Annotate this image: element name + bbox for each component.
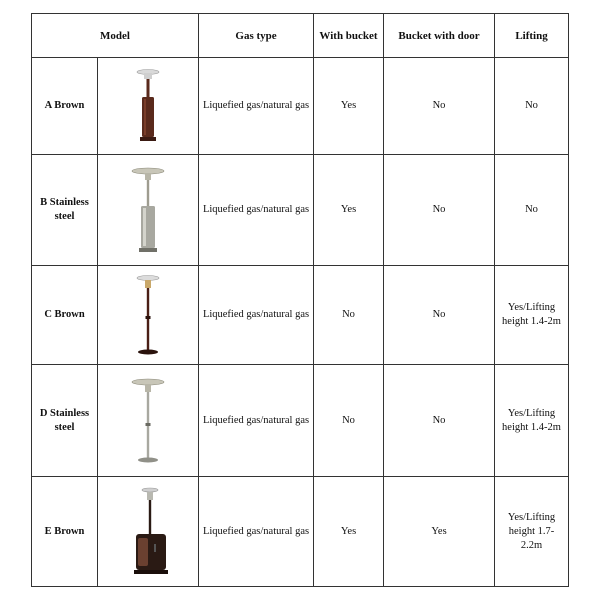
table-row [32, 365, 569, 477]
heater-image-cell [98, 477, 199, 587]
heater-image-cell [98, 365, 199, 477]
bucket-with-door-cell: No [384, 58, 495, 155]
header-with-bucket: With bucket [314, 14, 384, 58]
lifting-cell: Yes/Lifting height 1.4-2m [495, 365, 569, 477]
model-name: A Brown [32, 58, 98, 155]
lifting-cell: Yes/Lifting height 1.7-2.2m [495, 477, 569, 587]
lifting-cell: No [495, 58, 569, 155]
bucket-with-door-cell: No [384, 365, 495, 477]
header-row [32, 14, 569, 58]
heater-image-cell [98, 155, 199, 266]
stainless-bucket-patio-heater-icon [118, 164, 178, 256]
heater-image-cell [98, 266, 199, 365]
header-bucket-with-door: Bucket with door [384, 14, 495, 58]
header-model: Model [32, 14, 199, 58]
with-bucket-cell: Yes [314, 477, 384, 587]
brown-door-bucket-patio-heater-icon [118, 484, 178, 580]
lifting-cell: Yes/Lifting height 1.4-2m [495, 266, 569, 365]
gas-type-cell: Liquefied gas/natural gas [199, 155, 314, 266]
table-row [32, 477, 569, 587]
gas-type-cell: Liquefied gas/natural gas [199, 365, 314, 477]
table-row [32, 155, 569, 266]
model-name: B Stainless steel [32, 155, 98, 266]
with-bucket-cell: Yes [314, 155, 384, 266]
bucket-with-door-cell: Yes [384, 477, 495, 587]
model-name: E Brown [32, 477, 98, 587]
heater-image-cell [98, 58, 199, 155]
brown-pole-patio-heater-icon [118, 272, 178, 358]
with-bucket-cell: No [314, 266, 384, 365]
gas-type-cell: Liquefied gas/natural gas [199, 266, 314, 365]
with-bucket-cell: Yes [314, 58, 384, 155]
brown-bucket-patio-heater-icon [118, 66, 178, 146]
spec-table [31, 13, 569, 587]
table-row [32, 266, 569, 365]
header-gas-type: Gas type [199, 14, 314, 58]
bucket-with-door-cell: No [384, 155, 495, 266]
table-row [32, 58, 569, 155]
gas-type-cell: Liquefied gas/natural gas [199, 477, 314, 587]
with-bucket-cell: No [314, 365, 384, 477]
gas-type-cell: Liquefied gas/natural gas [199, 58, 314, 155]
lifting-cell: No [495, 155, 569, 266]
stainless-pole-patio-heater-icon [118, 375, 178, 467]
model-name: C Brown [32, 266, 98, 365]
bucket-with-door-cell: No [384, 266, 495, 365]
header-lifting: Lifting [495, 14, 569, 58]
model-name: D Stainless steel [32, 365, 98, 477]
